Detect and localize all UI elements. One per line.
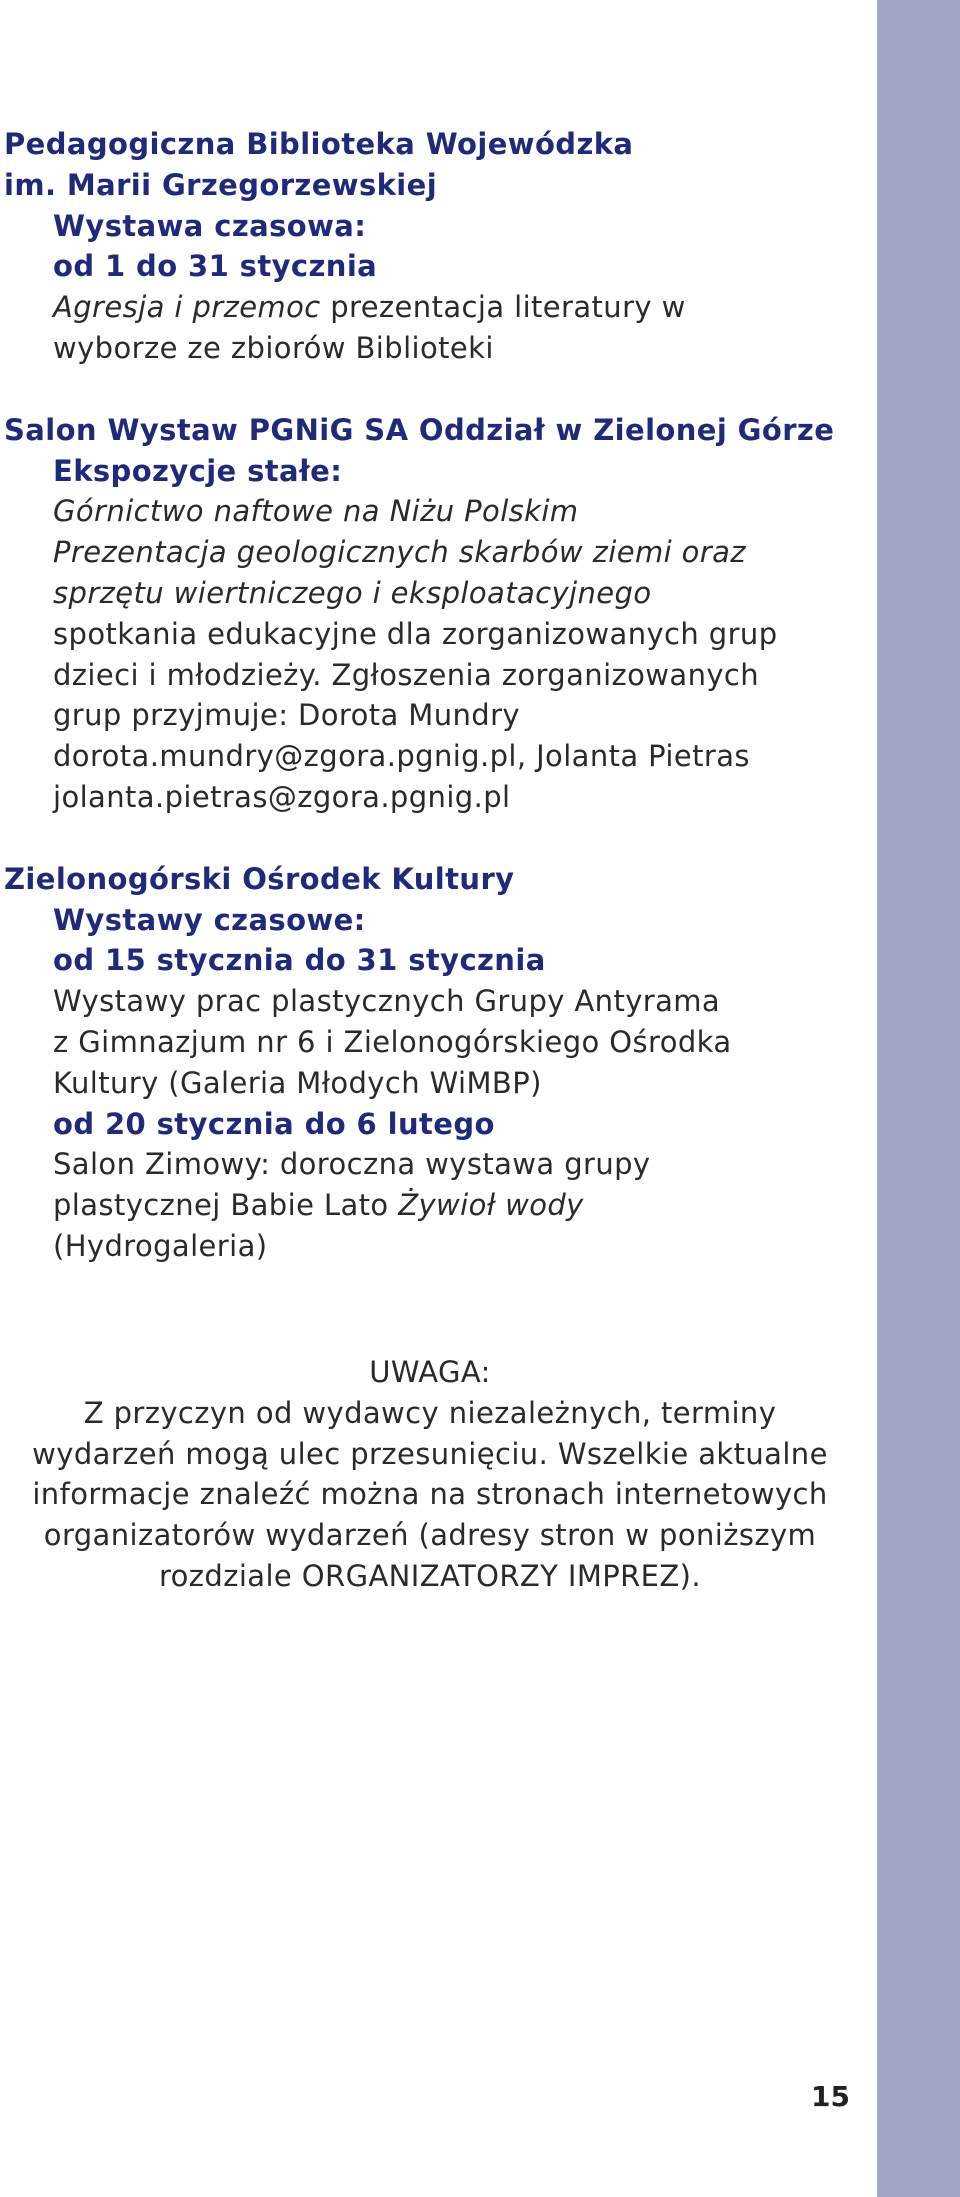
event-date: od 20 stycznia do 6 lutego xyxy=(53,1106,495,1141)
category-label: Wystawy czasowe: xyxy=(53,902,366,937)
section-title: Salon Wystaw PGNiG SA Oddział w Zielonej Górze xyxy=(4,412,835,447)
event-date: od 15 stycznia do 31 stycznia xyxy=(53,943,546,978)
event-description-line: wyborze ze zbiorów Biblioteki xyxy=(53,330,494,365)
event-date: od 1 do 31 stycznia xyxy=(53,249,378,284)
section-culture-center xyxy=(0,859,860,1267)
category-label: Ekspozycje stałe: xyxy=(53,453,343,488)
contact-email: jolanta.pietras@zgora.pgnig.pl xyxy=(53,779,511,814)
event-location: (Hydrogaleria) xyxy=(53,1228,268,1263)
event-description xyxy=(0,287,860,328)
exhibition-info: dzieci i młodzieży. Zgłoszenia zorganizowanych xyxy=(53,657,760,692)
event-description: Salon Zimowy: doroczna wystawa grupy xyxy=(53,1147,651,1182)
category-label: Wystawa czasowa: xyxy=(53,208,367,243)
exhibition-info: grup przyjmuje: Dorota Mundry xyxy=(53,698,520,733)
section-pedagogical-library xyxy=(0,124,860,369)
exhibition-description: sprzętu wiertniczego i eksploatacyjnego xyxy=(53,575,652,610)
event-listing xyxy=(0,124,860,1308)
event-description: Kultury (Galeria Młodych WiMBP) xyxy=(53,1065,542,1100)
section-title: Zielonogórski Ośrodek Kultury xyxy=(4,861,515,896)
notice-line: informacje znaleźć można na stronach internetowych xyxy=(32,1477,828,1512)
section-title: Pedagogiczna Biblioteka Wojewódzka xyxy=(4,127,634,161)
event-description-rest: prezentacja literatury w xyxy=(320,290,686,325)
event-description xyxy=(0,1185,860,1226)
event-description: Wystawy prac plastycznych Grupy Antyrama xyxy=(53,984,721,1019)
section-pgnig-salon xyxy=(0,410,860,818)
event-description: z Gimnazjum nr 6 i Zielonogórskiego Ośrodka xyxy=(53,1024,732,1059)
notice-line: rozdziale ORGANIZATORZY IMPREZ). xyxy=(158,1558,702,1593)
exhibition-description: Prezentacja geologicznych skarbów ziemi oraz xyxy=(53,535,746,570)
event-title-italic: Żywioł wody xyxy=(398,1188,584,1223)
notice-line: organizatorów wydarzeń (adresy stron w poniższym xyxy=(43,1518,817,1553)
notice-line: Z przyczyn od wydawcy niezależnych, terminy xyxy=(83,1395,777,1430)
section-title-continued: im. Marii Grzegorzewskiej xyxy=(4,167,438,202)
event-description-text: plastycznej Babie Lato xyxy=(53,1188,399,1223)
notice-block xyxy=(0,1352,860,1597)
page-sidebar-band xyxy=(877,0,960,2197)
notice-title: UWAGA: xyxy=(369,1355,491,1389)
contact-email: dorota.mundry@zgora.pgnig.pl, Jolanta Pietras xyxy=(53,739,750,774)
exhibition-info: spotkania edukacyjne dla zorganizowanych grup xyxy=(53,616,778,651)
exhibition-name: Górnictwo naftowe na Niżu Polskim xyxy=(53,494,579,529)
page-number: 15 xyxy=(811,2080,850,2113)
event-description-title: Agresja i przemoc xyxy=(53,290,321,325)
notice-line: wydarzeń mogą ulec przesunięciu. Wszelkie aktualne xyxy=(32,1436,828,1471)
